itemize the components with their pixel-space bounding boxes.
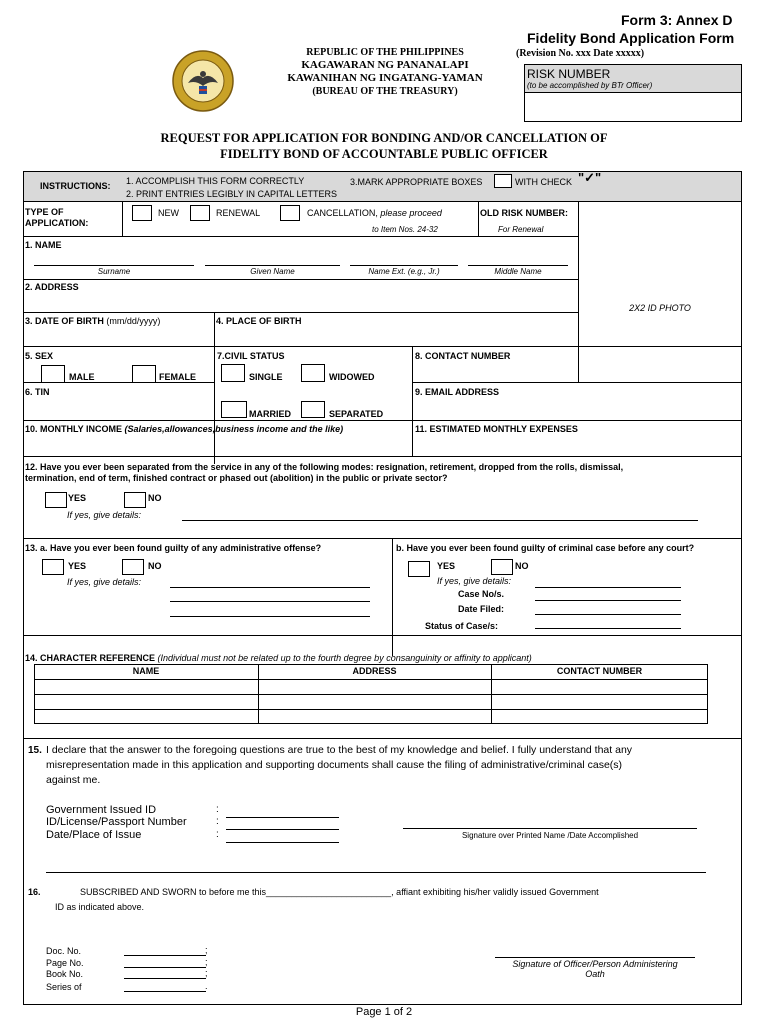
given-name-caption: Given Name [250, 267, 295, 276]
ref-row-3-name[interactable] [35, 710, 257, 723]
contact-label: 8. CONTACT NUMBER [415, 351, 511, 361]
doc-no-label: Doc. No. [46, 946, 82, 956]
q13a-details-label: If yes, give details: [67, 577, 142, 587]
cancellation-label [307, 208, 442, 218]
cancellation-note: please proceed [380, 208, 442, 218]
q13a-details-field-2[interactable] [170, 601, 370, 602]
q12-yes-label: YES [68, 493, 87, 503]
surname-field[interactable] [34, 265, 194, 266]
doc-no-field[interactable] [124, 955, 206, 956]
q16-number: 16. [28, 887, 41, 897]
single-label: SINGLE [249, 372, 283, 382]
name-label: 1. NAME [25, 240, 62, 250]
renewal-label: RENEWAL [216, 208, 261, 218]
q14-label [25, 653, 532, 663]
q16-text-2: ID as indicated above. [55, 902, 145, 912]
colon-2: : [216, 816, 219, 827]
date-filed-label: Date Filed: [458, 604, 505, 614]
signature-field[interactable] [403, 828, 697, 829]
pob-label: 4. PLACE OF BIRTH [216, 316, 302, 326]
old-risk-label: OLD RISK NUMBER: [480, 208, 568, 218]
married-checkbox[interactable] [221, 401, 247, 418]
q12-no-label: NO [148, 493, 162, 503]
q13b-text: b. Have you ever been found guilty of criminal case before any court? [396, 543, 695, 553]
dob-label [25, 316, 160, 326]
address-label: 2. ADDRESS [25, 282, 79, 292]
married-label: MARRIED [249, 409, 291, 419]
case-no-field[interactable] [535, 600, 681, 601]
expenses-field[interactable] [415, 436, 735, 454]
q13b-yes-checkbox[interactable] [408, 561, 430, 577]
pob-field[interactable] [217, 328, 575, 344]
new-label: NEW [158, 208, 179, 218]
single-checkbox[interactable] [221, 364, 245, 382]
risk-number-note: (to be accomplished by BTr Officer) [527, 81, 653, 90]
q13a-text: 13. a. Have you ever been found guilty of any administrative offense? [25, 543, 322, 553]
title-line-2: FIDELITY BOND OF ACCOUNTABLE PUBLIC OFFICER [220, 147, 548, 161]
series-field[interactable] [124, 991, 206, 992]
q12-line-1: 12. Have you ever been separated from the service in any of the following modes: resignation, retirement, dropped from the rolls, dismissal, [25, 462, 624, 472]
given-name-field[interactable] [205, 265, 340, 266]
risk-number-label: RISK NUMBER [527, 67, 611, 81]
cancellation-word: CANCELLATION, [307, 208, 378, 218]
semi-3: ; [205, 968, 208, 978]
q12-line-2: termination, end of term, finished contract or phased out (abolition) in the public or private sector? [25, 473, 448, 483]
new-checkbox[interactable] [132, 205, 152, 221]
colon-1: : [216, 804, 219, 815]
sample-check-box [494, 174, 512, 188]
license-field[interactable] [226, 829, 339, 830]
q13b-yes-label: YES [437, 561, 456, 571]
type-app-label-2: APPLICATION: [25, 218, 89, 228]
q13a-no-checkbox[interactable] [122, 559, 144, 575]
republic-label: REPUBLIC OF THE PHILIPPINES [306, 47, 464, 58]
officer-caption-1: Signature of Officer/Person Administering [512, 959, 678, 969]
photo-area[interactable] [580, 237, 740, 381]
type-app-label-1: TYPE OF [25, 207, 64, 217]
q12-details-label: If yes, give details: [67, 510, 142, 520]
series-label: Series of [46, 982, 82, 992]
status-field[interactable] [535, 628, 681, 629]
dob-label-text: 3. DATE OF BIRTH [25, 316, 104, 326]
widowed-checkbox[interactable] [301, 364, 325, 382]
name-ext-caption: Name Ext. (e.g., Jr.) [368, 267, 440, 276]
instruction-1: 1. ACCOMPLISH THIS FORM CORRECTLY [126, 176, 305, 186]
book-no-field[interactable] [124, 978, 206, 979]
q14-note: (Individual must not be related up to the fourth degree by consanguinity or affinity to applicant) [157, 653, 532, 663]
q13a-yes-checkbox[interactable] [42, 559, 64, 575]
separated-label: SEPARATED [329, 409, 384, 419]
gov-id-label: Government Issued ID [46, 804, 157, 816]
expenses-label: 11. ESTIMATED MONTHLY EXPENSES [415, 424, 578, 434]
dob-format: (mm/dd/yyyy) [106, 316, 161, 326]
cancellation-checkbox[interactable] [280, 205, 300, 221]
for-renewal-label: For Renewal [498, 225, 544, 234]
q14-label-text: 14. CHARACTER REFERENCE [25, 653, 156, 663]
cancellation-note-2: to Item Nos. 24-32 [372, 225, 438, 234]
sex-label: 5. SEX [25, 351, 54, 361]
ref-row-2-name[interactable] [35, 695, 257, 708]
date-place-label: Date/Place of Issue [46, 829, 142, 841]
page-no-field[interactable] [124, 967, 206, 968]
ref-col-address: ADDRESS [352, 666, 397, 676]
photo-label: 2X2 ID PHOTO [629, 303, 691, 313]
tin-label: 6. TIN [25, 387, 50, 397]
q13b-no-checkbox[interactable] [491, 559, 513, 575]
q13a-details-field-1[interactable] [170, 587, 370, 588]
section-divider [46, 872, 706, 873]
q13b-details-field[interactable] [535, 587, 681, 588]
civil-status-label: 7.CIVIL STATUS [217, 351, 285, 361]
signature-caption: Signature over Printed Name /Date Accomplished [461, 831, 639, 840]
license-label: ID/License/Passport Number [46, 816, 187, 828]
ref-row-1-name[interactable] [35, 680, 257, 693]
q12-yes-checkbox[interactable] [45, 492, 67, 508]
date-place-field[interactable] [226, 842, 339, 843]
q13a-yes-label: YES [68, 561, 87, 571]
q13b-details-label: If yes, give details: [437, 576, 512, 586]
q15-number: 15. [28, 745, 42, 756]
address-field[interactable] [25, 295, 575, 311]
income-label-text: 10. MONTHLY INCOME [25, 424, 123, 434]
page-no-label: Page No. [46, 958, 84, 968]
separated-checkbox[interactable] [301, 401, 325, 418]
with-check-label: WITH CHECK [515, 177, 572, 187]
kagawaran-label: KAGAWARAN NG PANANALAPI [301, 59, 469, 71]
case-no-label: Case No/s. [458, 589, 505, 599]
middle-name-field[interactable] [468, 265, 568, 266]
date-filed-field[interactable] [535, 614, 681, 615]
risk-number-field[interactable] [525, 93, 741, 120]
semi-1: ; [205, 945, 208, 955]
income-label [25, 424, 343, 434]
q15-line-1: I declare that the answer to the foregoing questions are true to the best of my knowledge and belief. I fully understand that any [46, 744, 633, 756]
gov-id-field[interactable] [226, 817, 339, 818]
name-ext-field[interactable] [350, 265, 458, 266]
female-checkbox[interactable] [132, 365, 156, 383]
kawanihan-label: KAWANIHAN NG INGATANG-YAMAN [287, 72, 483, 84]
surname-caption: Surname [97, 267, 131, 276]
instructions-label: INSTRUCTIONS: [40, 181, 111, 191]
q16-text: SUBSCRIBED AND SWORN to before me this_________________________, affiant exhibiting his/her validly issued Government [80, 887, 599, 897]
officer-signature-field[interactable] [495, 957, 695, 958]
status-label: Status of Case/s: [425, 621, 499, 631]
semi-2: ; [205, 957, 208, 967]
instruction-2: 2. PRINT ENTRIES LEGIBLY IN CAPITAL LETTERS [126, 189, 338, 199]
ref-col-contact: CONTACT NUMBER [556, 666, 643, 676]
q12-details-field[interactable] [182, 520, 698, 521]
q15-line-2: misrepresentation made in this application and supporting documents shall cause the filing of administrative/criminal case(s) [46, 759, 623, 771]
title-line-1: REQUEST FOR APPLICATION FOR BONDING AND/OR CANCELLATION OF [160, 131, 608, 145]
income-note: (Salaries,allowances,business income and the like) [124, 424, 344, 434]
book-no-label: Book No. [46, 969, 84, 979]
dob-field[interactable] [25, 328, 211, 344]
q13a-details-field-3[interactable] [170, 616, 370, 617]
contact-field[interactable] [415, 363, 575, 381]
instruction-3: 3.MARK APPROPRIATE BOXES [350, 177, 483, 187]
officer-caption-2: Oath [585, 969, 605, 979]
female-label: FEMALE [159, 372, 196, 382]
q15-line-3: against me. [46, 774, 101, 786]
male-checkbox[interactable] [41, 365, 65, 383]
q13b-no-label: NO [515, 561, 529, 571]
middle-name-caption: Middle Name [494, 267, 542, 276]
check-mark-icon: "✓" [578, 170, 602, 185]
widowed-label: WIDOWED [329, 372, 375, 382]
bureau-seal-logo [172, 50, 234, 112]
email-field[interactable] [415, 400, 735, 418]
reference-table [34, 664, 708, 724]
ref-col-name: NAME [132, 666, 160, 676]
form-title: Fidelity Bond Application Form [527, 30, 735, 46]
risk-number-box [524, 64, 742, 122]
email-label: 9. EMAIL ADDRESS [415, 387, 500, 397]
revision-label: (Revision No. xxx Date xxxxx) [516, 48, 645, 59]
income-field[interactable] [25, 436, 409, 454]
form-number: Form 3: Annex D [621, 12, 733, 28]
page-number: Page 1 of 2 [355, 1006, 413, 1018]
q13a-no-label: NO [148, 561, 162, 571]
period: . [205, 981, 208, 991]
q12-no-checkbox[interactable] [124, 492, 146, 508]
bureau-label: (BUREAU OF THE TREASURY) [312, 86, 458, 97]
male-label: MALE [69, 372, 95, 382]
renewal-checkbox[interactable] [190, 205, 210, 221]
colon-3: : [216, 829, 219, 840]
tin-field[interactable] [25, 400, 211, 418]
